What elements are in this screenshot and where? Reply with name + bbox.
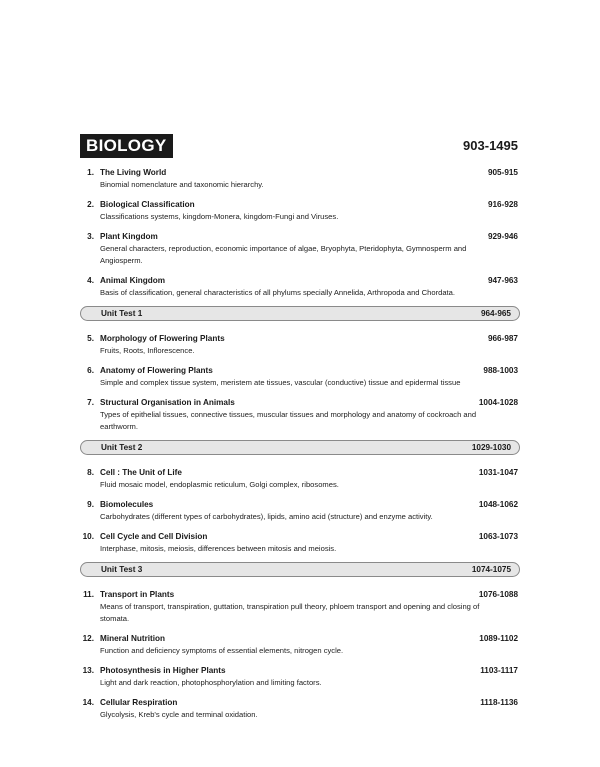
chapter-title: Biological Classification <box>100 200 195 209</box>
chapter-pages: 1089-1102 <box>479 634 518 643</box>
chapter-description: Carbohydrates (different types of carbohydrates), lipids, amino acid (structure) and enzyme activity. <box>100 512 433 521</box>
subject-page-range: 903-1495 <box>463 138 518 153</box>
chapter-pages: 905-915 <box>487 168 518 177</box>
toc-entry-head <box>80 588 520 601</box>
chapter-title: Animal Kingdom <box>100 276 166 285</box>
chapter-description: Simple and complex tissue system, meristem ate tissues, vascular (conductive) tissue and epidermal tissue <box>100 378 461 387</box>
chapter-description: Glycolysis, Kreb's cycle and terminal oxidation. <box>100 710 258 719</box>
toc-entry <box>80 332 520 357</box>
toc-entry <box>80 632 520 657</box>
section-header <box>80 134 520 158</box>
toc-entry <box>80 166 520 191</box>
subject-title: BIOLOGY <box>80 134 173 158</box>
chapter-description: Light and dark reaction, photophosphorylation and limiting factors. <box>100 678 322 687</box>
chapter-number: 6. <box>87 366 94 375</box>
toc-entry-head <box>80 632 520 645</box>
toc-entry-head <box>80 498 520 511</box>
unit-test-bar <box>80 562 520 577</box>
chapter-pages: 1031-1047 <box>478 468 518 477</box>
chapter-description: Types of epithelial tissues, connective tissues, muscular tissues and morphology and anatomy of cockroach and earthworm. <box>100 410 477 431</box>
toc-entry-head <box>80 530 520 543</box>
chapter-number: 13. <box>82 666 94 675</box>
chapter-pages: 916-928 <box>487 200 518 209</box>
chapter-number: 14. <box>82 698 94 707</box>
chapter-description: Means of transport, transpiration, guttation, transpiration pull theory, phloem transport and opening and closing of stomata. <box>100 602 480 623</box>
chapter-number: 10. <box>82 532 94 541</box>
unit-test-pages: 1074-1075 <box>471 565 511 574</box>
chapter-description: General characters, reproduction, economic importance of algae, Bryophyta, Pteridophyta, Gymnosperm and Angiosperm. <box>100 244 467 265</box>
toc-entry <box>80 198 520 223</box>
toc-entry-head <box>80 332 520 345</box>
chapter-title: Cell Cycle and Cell Division <box>100 532 208 541</box>
chapter-number: 5. <box>87 334 94 343</box>
toc-entry <box>80 588 520 625</box>
toc-entry-head <box>80 396 520 409</box>
chapter-pages: 947-963 <box>487 276 518 285</box>
chapter-number: 4. <box>87 276 94 285</box>
chapter-title: Transport in Plants <box>100 590 175 599</box>
chapter-title: Plant Kingdom <box>100 232 158 241</box>
unit-test-bar <box>80 440 520 455</box>
chapter-number: 2. <box>87 200 94 209</box>
chapter-title: The Living World <box>100 168 167 177</box>
chapter-pages: 1103-1117 <box>480 666 518 675</box>
chapter-pages: 988-1003 <box>483 366 518 375</box>
chapter-title: Anatomy of Flowering Plants <box>100 366 213 375</box>
chapter-title: Cell : The Unit of Life <box>100 468 182 477</box>
unit-test-label: Unit Test 2 <box>101 443 143 452</box>
chapter-title: Biomolecules <box>100 500 154 509</box>
toc-entry-head <box>80 198 520 211</box>
chapter-pages: 1063-1073 <box>478 532 518 541</box>
chapter-description: Function and deficiency symptoms of essential elements, nitrogen cycle. <box>100 646 344 655</box>
unit-test-pages: 1029-1030 <box>471 443 511 452</box>
chapter-number: 3. <box>87 232 94 241</box>
chapter-description: Binomial nomenclature and taxonomic hierarchy. <box>100 180 264 189</box>
chapter-description: Interphase, mitosis, meiosis, differences between mitosis and meiosis. <box>100 544 337 553</box>
table-of-contents <box>80 166 520 728</box>
toc-entry-head <box>80 274 520 287</box>
unit-test-label: Unit Test 3 <box>101 565 143 574</box>
toc-entry-head <box>80 364 520 377</box>
chapter-description: Fluid mosaic model, endoplasmic reticulum, Golgi complex, ribosomes. <box>100 480 339 489</box>
chapter-pages: 929-946 <box>487 232 518 241</box>
unit-test-bar <box>80 306 520 321</box>
toc-entry <box>80 396 520 433</box>
chapter-title: Morphology of Flowering Plants <box>100 334 225 343</box>
chapter-number: 7. <box>87 398 94 407</box>
chapter-number: 8. <box>87 468 94 477</box>
toc-entry-head <box>80 696 520 709</box>
toc-entry <box>80 364 520 389</box>
unit-test-label: Unit Test 1 <box>101 309 143 318</box>
chapter-number: 11. <box>83 590 94 599</box>
chapter-pages: 1118-1136 <box>480 698 518 707</box>
toc-entry <box>80 696 520 721</box>
toc-entry-head <box>80 664 520 677</box>
toc-entry <box>80 498 520 523</box>
toc-entry <box>80 664 520 689</box>
unit-test-pages: 964-965 <box>480 309 511 318</box>
toc-entry <box>80 466 520 491</box>
chapter-number: 12. <box>82 634 94 643</box>
toc-entry-head <box>80 466 520 479</box>
chapter-pages: 1004-1028 <box>478 398 518 407</box>
chapter-title: Mineral Nutrition <box>100 634 166 643</box>
toc-entry-head <box>80 230 520 243</box>
chapter-description: Basis of classification, general characteristics of all phylums specially Annelida, Arthropoda and Chordata. <box>100 288 455 297</box>
chapter-title: Cellular Respiration <box>100 698 178 707</box>
chapter-pages: 1048-1062 <box>478 500 518 509</box>
chapter-title: Photosynthesis in Higher Plants <box>100 666 226 675</box>
chapter-number: 1. <box>87 168 94 177</box>
toc-entry <box>80 530 520 555</box>
chapter-pages: 966-987 <box>487 334 518 343</box>
chapter-pages: 1076-1088 <box>478 590 518 599</box>
chapter-title: Structural Organisation in Animals <box>100 398 235 407</box>
chapter-number: 9. <box>87 500 94 509</box>
chapter-description: Fruits, Roots, Inflorescence. <box>100 346 195 355</box>
toc-entry <box>80 230 520 267</box>
toc-entry-head <box>80 166 520 179</box>
chapter-description: Classifications systems, kingdom-Monera, kingdom-Fungi and Viruses. <box>100 212 339 221</box>
toc-entry <box>80 274 520 299</box>
